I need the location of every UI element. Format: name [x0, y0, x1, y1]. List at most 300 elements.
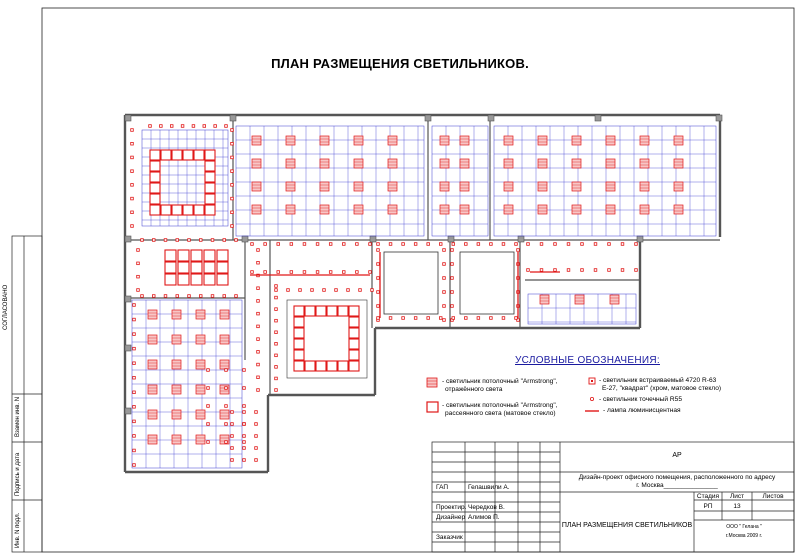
embedded-4720-fixture [257, 249, 260, 252]
embedded-4720-fixture [427, 243, 430, 246]
embedded-4720-fixture [311, 289, 314, 292]
embedded-4720-fixture [225, 423, 228, 426]
armstrong-reflected-fixture [538, 136, 547, 145]
armstrong-reflected-fixture [172, 435, 181, 444]
embedded-4720-fixture [377, 291, 380, 294]
embedded-4720-fixture [443, 249, 446, 252]
armstrong-diffused-fixture [217, 250, 228, 261]
title-block-name-designer: Алимов П. [468, 514, 500, 521]
armstrong-diffused-fixture [349, 317, 359, 327]
title-block-company-date: г.Москва 2009 г. [725, 533, 763, 539]
title-block-role-designer-engineer: Проектир. [436, 504, 467, 511]
embedded-4720-fixture [299, 289, 302, 292]
title-block-role-designer: Дизайнер [436, 514, 466, 521]
armstrong-reflected-fixture [354, 182, 363, 191]
embedded-4720-fixture [231, 129, 234, 132]
embedded-4720-fixture [277, 243, 280, 246]
armstrong-reflected-fixture [354, 159, 363, 168]
embedded-4720-fixture [131, 156, 134, 159]
embedded-4720-fixture [287, 289, 290, 292]
armstrong-diffused-fixture [294, 328, 304, 338]
embedded-4720-fixture [275, 389, 278, 392]
ceiling-recess [384, 252, 438, 314]
embedded-4720-fixture [275, 319, 278, 322]
armstrong-reflected-fixture [460, 159, 469, 168]
armstrong-reflected-fixture [460, 136, 469, 145]
armstrong-diffused-fixture [150, 172, 160, 182]
armstrong-reflected-fixture [196, 310, 205, 319]
embedded-4720-fixture [243, 441, 246, 444]
embedded-4720-fixture [356, 243, 359, 246]
armstrong-reflected-fixture [388, 182, 397, 191]
title-block-project-line2: г. Москва_______________ [636, 482, 718, 489]
embedded-4720-fixture [377, 277, 380, 280]
title-block-stage-header: Стадия [696, 493, 720, 500]
armstrong-reflected-fixture [320, 205, 329, 214]
embedded-4720-fixture [225, 441, 228, 444]
embedded-4720-fixture [255, 435, 258, 438]
embedded-4720-fixture [527, 269, 530, 272]
embedded-4720-fixture [251, 271, 254, 274]
column [595, 115, 601, 121]
armstrong-reflected-fixture [572, 182, 581, 191]
title-block-stage: РП [703, 503, 713, 510]
embedded-4720-fixture [207, 387, 210, 390]
embedded-4720-fixture [231, 197, 234, 200]
legend-item-armstrong-reflected [442, 378, 558, 394]
embedded-4720-fixture [443, 277, 446, 280]
embedded-4720-fixture [369, 243, 372, 246]
embedded-4720-fixture [235, 239, 238, 242]
legend-item-line1: - светильник встраиваемый 4720 R-63 [599, 377, 717, 384]
embedded-4720-fixture [149, 125, 152, 128]
embedded-4720-fixture [443, 291, 446, 294]
embedded-4720-fixture [131, 211, 134, 214]
embedded-4720-fixture [225, 387, 228, 390]
embedded-4720-fixture [257, 325, 260, 328]
embedded-4720-fixture [369, 271, 372, 274]
armstrong-diffused-fixture [204, 274, 215, 285]
embedded-4720-fixture [255, 459, 258, 462]
column [125, 408, 131, 414]
armstrong-diffused-fixture [150, 205, 160, 215]
armstrong-reflected-fixture [606, 136, 615, 145]
armstrong-reflected-fixture [286, 182, 295, 191]
column [242, 236, 248, 242]
legend-item-line2: отражённого света [445, 386, 503, 393]
embedded-4720-fixture [231, 211, 234, 214]
legend-item-line2: рассеянного света (матовое стекло) [445, 410, 556, 417]
armstrong-reflected-fixture [252, 182, 261, 191]
embedded-4720-fixture [243, 447, 246, 450]
armstrong-reflected-fixture [440, 182, 449, 191]
armstrong-diffused-fixture [178, 262, 189, 273]
armstrong-diffused-fixture [165, 262, 176, 273]
embedded-4720-fixture [211, 239, 214, 242]
embedded-4720-fixture [164, 239, 167, 242]
embedded-4720-fixture [231, 435, 234, 438]
embedded-4720-fixture [635, 243, 638, 246]
embedded-4720-fixture [141, 295, 144, 298]
floor-plan [125, 115, 722, 472]
armstrong-diffused-fixture [183, 205, 193, 215]
title-block-name-designer-engineer: Чередков В. [468, 504, 505, 511]
embedded-4720-fixture [621, 243, 624, 246]
armstrong-reflected-fixture [540, 295, 549, 304]
armstrong-reflected-fixture [148, 335, 157, 344]
embedded-4720-fixture [275, 377, 278, 380]
embedded-4720-fixture [257, 389, 260, 392]
column [518, 236, 524, 242]
embedded-4720-fixture [137, 262, 140, 265]
legend-item-embedded-4720 [599, 377, 721, 393]
embedded-4720-fixture [152, 239, 155, 242]
title-block-drawing-name: ПЛАН РАЗМЕЩЕНИЯ СВЕТИЛЬНИКОВ [561, 522, 693, 529]
embedded-4720-fixture [131, 142, 134, 145]
embedded-4720-fixture [389, 243, 392, 246]
column [425, 115, 431, 121]
embedded-4720-fixture [443, 319, 446, 322]
armstrong-diffused-fixture [194, 150, 204, 160]
embedded-4720-fixture [207, 369, 210, 372]
embedded-4720-fixture [490, 317, 493, 320]
armstrong-diffused-fixture [205, 194, 215, 204]
armstrong-reflected-fixture [148, 360, 157, 369]
column [230, 115, 236, 121]
armstrong-reflected-fixture [252, 159, 261, 168]
embedded-4720-fixture [133, 333, 136, 336]
armstrong-reflected-fixture [172, 310, 181, 319]
embedded-4720-fixture [231, 170, 234, 173]
armstrong-reflected-fixture [538, 205, 547, 214]
embedded-4720-fixture [137, 249, 140, 252]
embedded-4720-fixture [608, 243, 611, 246]
armstrong-reflected-fixture [148, 435, 157, 444]
armstrong-diffused-fixture [205, 150, 215, 160]
armstrong-reflected-fixture [674, 205, 683, 214]
armstrong-diffused-fixture [150, 150, 160, 160]
armstrong-diffused-fixture [338, 306, 348, 316]
armstrong-reflected-fixture [538, 182, 547, 191]
armstrong-reflected-fixture [252, 136, 261, 145]
armstrong-reflected-fixture [172, 335, 181, 344]
embedded-4720-fixture [207, 405, 210, 408]
armstrong-diffused-fixture [327, 361, 337, 371]
embedded-4720-fixture [303, 243, 306, 246]
armstrong-diffused-fixture [305, 306, 315, 316]
legend-armstrong-diffused-symbol [427, 402, 438, 412]
embedded-4720-fixture [243, 435, 246, 438]
embedded-4720-fixture [231, 156, 234, 159]
embedded-4720-fixture [214, 125, 217, 128]
armstrong-diffused-fixture [205, 161, 215, 171]
armstrong-diffused-fixture [205, 183, 215, 193]
embedded-4720-fixture [377, 317, 380, 320]
embedded-4720-fixture [133, 449, 136, 452]
armstrong-reflected-fixture [320, 159, 329, 168]
armstrong-diffused-fixture [294, 361, 304, 371]
armstrong-reflected-fixture [572, 205, 581, 214]
embedded-4720-fixture [323, 289, 326, 292]
embedded-4720-fixture [439, 317, 442, 320]
armstrong-reflected-fixture [572, 136, 581, 145]
embedded-4720-fixture [207, 423, 210, 426]
embedded-4720-fixture [137, 289, 140, 292]
embedded-4720-fixture [243, 423, 246, 426]
embedded-4720-fixture [225, 125, 228, 128]
embedded-4720-fixture [164, 295, 167, 298]
armstrong-reflected-fixture [504, 205, 513, 214]
page-title: ПЛАН РАЗМЕЩЕНИЯ СВЕТИЛЬНИКОВ. [271, 56, 529, 71]
side-stamp-frame [12, 236, 42, 552]
column [125, 236, 131, 242]
embedded-4720-fixture [225, 369, 228, 372]
embedded-4720-fixture [517, 249, 520, 252]
armstrong-reflected-fixture [172, 385, 181, 394]
embedded-4720-fixture [356, 271, 359, 274]
embedded-4720-fixture [443, 305, 446, 308]
embedded-4720-fixture [515, 317, 518, 320]
embedded-4720-fixture [257, 261, 260, 264]
embedded-4720-fixture [275, 342, 278, 345]
embedded-4720-fixture [181, 125, 184, 128]
armstrong-reflected-fixture [220, 360, 229, 369]
embedded-4720-fixture [402, 317, 405, 320]
side-stamp-agreed: СОГЛАСОВАНО [3, 284, 9, 330]
embedded-4720-fixture [477, 317, 480, 320]
embedded-4720-fixture [223, 295, 226, 298]
embedded-4720-fixture [275, 285, 278, 288]
armstrong-reflected-fixture [640, 205, 649, 214]
embedded-4720-fixture [581, 269, 584, 272]
embedded-4720-fixture [277, 271, 280, 274]
embedded-4720-fixture [554, 269, 557, 272]
armstrong-reflected-fixture [320, 136, 329, 145]
legend-spot-r55-symbol [590, 397, 593, 400]
embedded-4720-fixture [225, 405, 228, 408]
embedded-4720-fixture [567, 269, 570, 272]
armstrong-diffused-fixture [294, 317, 304, 327]
embedded-4720-fixture [567, 243, 570, 246]
embedded-4720-fixture [502, 317, 505, 320]
armstrong-reflected-fixture [354, 205, 363, 214]
armstrong-diffused-fixture [178, 250, 189, 261]
column [125, 345, 131, 351]
armstrong-diffused-fixture [150, 194, 160, 204]
armstrong-reflected-fixture [674, 136, 683, 145]
embedded-4720-fixture [527, 243, 530, 246]
armstrong-reflected-fixture [674, 182, 683, 191]
embedded-4720-fixture [231, 447, 234, 450]
armstrong-diffused-fixture [349, 328, 359, 338]
embedded-4720-fixture [188, 239, 191, 242]
armstrong-reflected-fixture [504, 136, 513, 145]
embedded-4720-fixture [199, 295, 202, 298]
armstrong-reflected-fixture [440, 159, 449, 168]
title-block-role-gap: ГАП [436, 484, 449, 491]
embedded-4720-fixture [257, 300, 260, 303]
side-stamp-replace-inv: Взамен инв. N [15, 396, 21, 437]
armstrong-reflected-fixture [220, 410, 229, 419]
embedded-4720-fixture [335, 289, 338, 292]
armstrong-reflected-fixture [674, 159, 683, 168]
embedded-4720-fixture [452, 243, 455, 246]
embedded-4720-fixture [515, 243, 518, 246]
embedded-4720-fixture [231, 459, 234, 462]
embedded-4720-fixture [635, 269, 638, 272]
embedded-4720-fixture [133, 304, 136, 307]
armstrong-diffused-fixture [349, 339, 359, 349]
embedded-4720-fixture [231, 423, 234, 426]
embedded-4720-fixture [133, 318, 136, 321]
armstrong-reflected-fixture [252, 205, 261, 214]
embedded-4720-fixture [131, 170, 134, 173]
embedded-4720-fixture [554, 243, 557, 246]
embedded-4720-fixture [199, 239, 202, 242]
embedded-4720-fixture [316, 271, 319, 274]
embedded-4720-fixture [255, 411, 258, 414]
armstrong-reflected-fixture [460, 182, 469, 191]
embedded-4720-fixture [275, 289, 278, 292]
embedded-4720-fixture [414, 243, 417, 246]
side-stamp-inv-original: Инв. N подл. [15, 512, 21, 548]
embedded-4720-fixture [290, 243, 293, 246]
embedded-4720-fixture [133, 420, 136, 423]
armstrong-reflected-fixture [196, 435, 205, 444]
armstrong-diffused-fixture [150, 183, 160, 193]
armstrong-reflected-fixture [388, 159, 397, 168]
armstrong-diffused-fixture [178, 274, 189, 285]
embedded-4720-fixture [255, 447, 258, 450]
armstrong-diffused-fixture [172, 205, 182, 215]
armstrong-diffused-fixture [349, 306, 359, 316]
embedded-4720-fixture [133, 376, 136, 379]
embedded-4720-fixture [540, 269, 543, 272]
embedded-4720-fixture [359, 289, 362, 292]
embedded-4720-fixture [257, 312, 260, 315]
armstrong-reflected-fixture [606, 205, 615, 214]
legend-item-fluorescent: - лампа люминисцентная [603, 407, 681, 414]
armstrong-diffused-fixture [183, 150, 193, 160]
legend-item-armstrong-diffused [442, 402, 558, 418]
embedded-4720-fixture [176, 295, 179, 298]
armstrong-reflected-fixture [575, 295, 584, 304]
armstrong-reflected-fixture [606, 159, 615, 168]
embedded-4720-fixture [275, 308, 278, 311]
column [448, 236, 454, 242]
armstrong-reflected-fixture [606, 182, 615, 191]
legend-item-spot-r55: - светильник точечный R55 [599, 396, 683, 403]
armstrong-diffused-fixture [161, 205, 171, 215]
embedded-4720-fixture [540, 243, 543, 246]
embedded-4720-fixture [342, 243, 345, 246]
embedded-4720-fixture [207, 441, 210, 444]
side-stamp-signature-date: Подпись и дата [15, 452, 21, 496]
embedded-4720-fixture [257, 351, 260, 354]
embedded-4720-fixture [257, 338, 260, 341]
embedded-4720-fixture [303, 271, 306, 274]
embedded-4720-fixture [231, 184, 234, 187]
armstrong-diffused-fixture [316, 306, 326, 316]
armstrong-reflected-fixture [220, 310, 229, 319]
embedded-4720-fixture [231, 225, 234, 228]
embedded-4720-fixture [152, 295, 155, 298]
embedded-4720-fixture [402, 243, 405, 246]
armstrong-diffused-fixture [150, 161, 160, 171]
embedded-4720-fixture [243, 405, 246, 408]
armstrong-diffused-fixture [161, 150, 171, 160]
embedded-4720-fixture [243, 369, 246, 372]
armstrong-diffused-fixture [217, 262, 228, 273]
embedded-4720-fixture [243, 459, 246, 462]
embedded-4720-fixture [192, 125, 195, 128]
embedded-4720-fixture [141, 239, 144, 242]
armstrong-diffused-fixture [191, 262, 202, 273]
armstrong-reflected-fixture [388, 205, 397, 214]
embedded-4720-fixture [451, 249, 454, 252]
column [125, 115, 131, 121]
legend-title: УСЛОВНЫЕ ОБОЗНАЧЕНИЯ: [515, 355, 660, 366]
armstrong-reflected-fixture [610, 295, 619, 304]
title-block-name-gap: Гелашвили А. [468, 484, 510, 491]
embedded-4720-fixture [133, 391, 136, 394]
embedded-4720-fixture [223, 239, 226, 242]
embedded-4720-fixture [275, 354, 278, 357]
column [488, 115, 494, 121]
armstrong-reflected-fixture [440, 136, 449, 145]
armstrong-diffused-fixture [294, 350, 304, 360]
armstrong-reflected-fixture [148, 410, 157, 419]
armstrong-diffused-fixture [316, 361, 326, 371]
embedded-4720-fixture [451, 305, 454, 308]
embedded-4720-fixture [203, 125, 206, 128]
embedded-4720-fixture [451, 291, 454, 294]
title-block-project-line1: Дизайн-проект офисного помещения, расположенного по адресу [578, 474, 776, 481]
embedded-4720-fixture [452, 317, 455, 320]
embedded-4720-fixture [131, 184, 134, 187]
title-block-code: АР [672, 452, 682, 459]
armstrong-reflected-fixture [172, 410, 181, 419]
embedded-4720-fixture [581, 243, 584, 246]
embedded-4720-fixture [342, 271, 345, 274]
embedded-4720-fixture [137, 275, 140, 278]
embedded-4720-fixture [264, 243, 267, 246]
embedded-4720-fixture [231, 411, 234, 414]
embedded-4720-fixture [170, 125, 173, 128]
embedded-4720-fixture [465, 317, 468, 320]
armstrong-diffused-fixture [191, 274, 202, 285]
armstrong-reflected-fixture [538, 159, 547, 168]
embedded-4720-fixture [329, 243, 332, 246]
embedded-4720-fixture [316, 243, 319, 246]
embedded-4720-fixture [329, 271, 332, 274]
embedded-4720-fixture [502, 243, 505, 246]
column [370, 236, 376, 242]
armstrong-diffused-fixture [191, 250, 202, 261]
armstrong-diffused-fixture [165, 250, 176, 261]
armstrong-diffused-fixture [294, 339, 304, 349]
embedded-4720-fixture [243, 387, 246, 390]
armstrong-reflected-fixture [460, 205, 469, 214]
embedded-4720-fixture [133, 362, 136, 365]
armstrong-reflected-fixture [196, 360, 205, 369]
embedded-4720-fixture [133, 406, 136, 409]
embedded-4720-fixture [439, 243, 442, 246]
armstrong-reflected-fixture [172, 360, 181, 369]
embedded-4720-fixture [231, 142, 234, 145]
embedded-4720-fixture [251, 243, 254, 246]
embedded-4720-fixture [427, 317, 430, 320]
